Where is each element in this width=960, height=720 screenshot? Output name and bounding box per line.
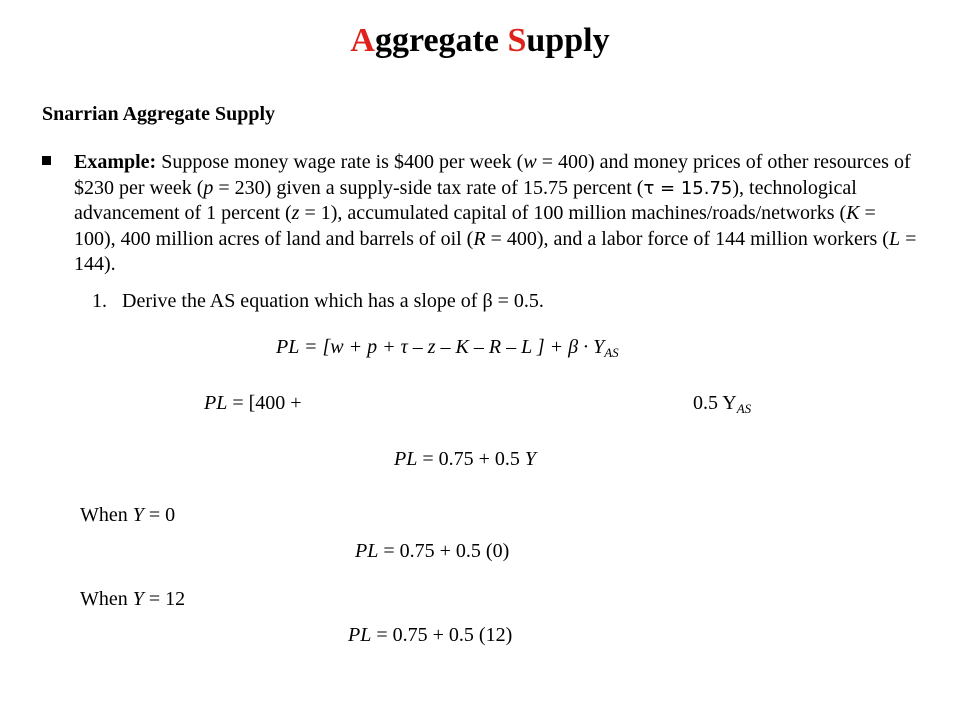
beta-symbol: β (482, 290, 493, 312)
page-title (0, 22, 960, 60)
eq-left-part: = [400 + (227, 392, 302, 414)
eq-rhs: = 0.75 + 0.5 (0) (378, 540, 510, 562)
example-text (74, 150, 922, 278)
case-val: = 0 (143, 504, 176, 526)
case-val: = 12 (143, 588, 186, 610)
case-var: Y (132, 504, 144, 526)
example-text-part: Suppose money wage rate is $400 per week ( (156, 151, 524, 173)
eq-var: Y (524, 448, 537, 470)
eq-lhs: PL (276, 336, 299, 358)
case-1-equation (355, 540, 509, 563)
example-text-part: = 1), accumulated capital of 100 million machines/roads/networks ( (299, 202, 847, 224)
case-var: Y (132, 588, 144, 610)
example-text-part: = 100), 400 million acres of land and barrels of oil ( (74, 202, 876, 250)
example-text-part: = 144). (74, 227, 917, 275)
case-2-equation (348, 624, 512, 647)
eq-lhs: PL (355, 540, 379, 562)
var-z: z (291, 202, 300, 224)
step-slope: = 0.5. (492, 290, 544, 312)
square-bullet-icon (42, 156, 51, 165)
eq-subscript: AS (736, 401, 752, 416)
equation-substituted-right (693, 392, 751, 417)
when-label: When (80, 588, 133, 610)
equation-general (276, 336, 619, 361)
title-supply-rest: upply (526, 22, 610, 59)
equation-result (394, 448, 536, 471)
example-text-part: = 230) given a supply-side tax rate of 15.75 percent ( (213, 176, 644, 199)
var-r: R (473, 227, 486, 250)
title-a-capital: A (350, 22, 375, 59)
eq-right-part: 0.5 Y (693, 392, 737, 414)
section-subtitle: Snarrian Aggregate Supply (42, 103, 275, 125)
example-text-part: = 400), and a labor force of 144 million workers ( (485, 227, 889, 250)
eq-rhs: = [w + p + τ – z – K – R – L ] + β · Y (298, 336, 605, 358)
title-s-capital: S (507, 22, 527, 59)
eq-lhs: PL (204, 392, 228, 414)
example-label: Example: (74, 151, 157, 173)
step-text: Derive the AS equation which has a slope of (122, 290, 483, 312)
var-p: p (203, 176, 214, 199)
var-l: L (888, 227, 901, 250)
var-w: w (523, 151, 537, 173)
eq-lhs: PL (348, 624, 372, 646)
equation-substituted-left (204, 392, 302, 415)
eq-rhs: = 0.75 + 0.5 (417, 448, 525, 470)
case-1-label (80, 504, 175, 527)
step-1 (92, 290, 544, 313)
var-k: K (846, 202, 860, 224)
tau-value: τ = 15.75 (643, 177, 733, 199)
title-aggregate-rest: ggregate (374, 22, 499, 59)
eq-lhs: PL (394, 448, 418, 470)
example-text-part: ), technological advancement of 1 percent ( (74, 176, 857, 224)
example-text-part: = 400) and money prices of other resources of $230 per week ( (74, 151, 911, 199)
when-label: When (80, 504, 133, 526)
case-2-label (80, 588, 185, 611)
eq-rhs: = 0.75 + 0.5 (12) (371, 624, 513, 646)
eq-subscript: AS (604, 345, 619, 360)
step-number: 1. (92, 290, 107, 312)
